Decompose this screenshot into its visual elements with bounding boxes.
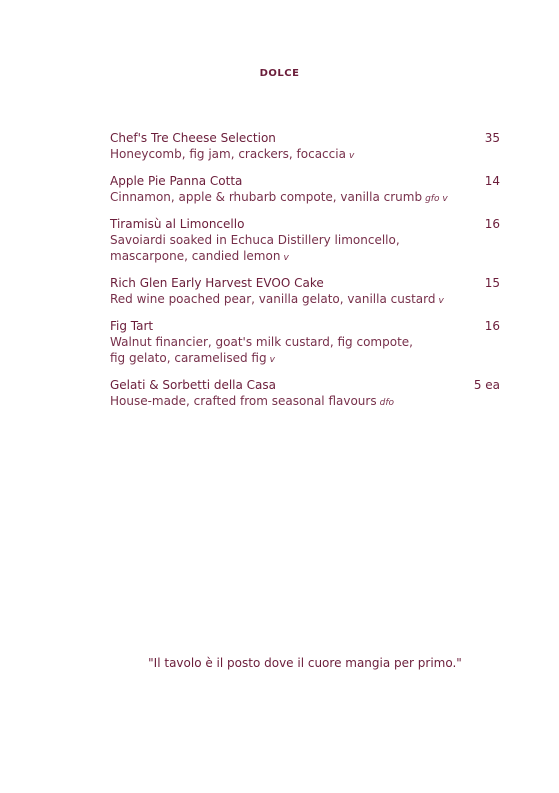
menu-item [110,173,500,207]
menu-item [110,130,500,164]
description-line: mascarpone, candied lemon v [110,249,289,263]
item-description [110,189,500,207]
dietary-tag: v [283,253,289,263]
item-name: Gelati & Sorbetti della Casa [110,378,277,392]
item-description [110,291,500,309]
menu-list [110,130,500,420]
description-line: Honeycomb, fig jam, crackers, focaccia v [110,147,355,161]
item-price: 35 [484,131,500,145]
menu-item [110,216,500,266]
item-name: Apple Pie Panna Cotta [110,174,243,188]
item-name: Chef's Tre Cheese Selection [110,131,276,145]
item-description [110,334,500,368]
item-name: Rich Glen Early Harvest EVOO Cake [110,276,324,290]
item-price: 15 [484,276,500,290]
item-name: Tiramisù al Limoncello [110,217,245,231]
footer-quote: "Il tavolo è il posto dove il cuore mangia per primo." [148,656,462,670]
description-line: Red wine poached pear, vanilla gelato, vanilla custard v [110,292,444,306]
item-description [110,393,500,411]
description-line: Cinnamon, apple & rhubarb compote, vanilla crumb gfo v [110,190,448,204]
menu-item [110,377,500,411]
dietary-tag: v [348,151,355,161]
description-line: House-made, crafted from seasonal flavours dfo [110,394,394,408]
item-description [110,232,500,266]
description-line: Savoiardi soaked in Echuca Distillery limoncello, [110,233,400,247]
description-line: fig gelato, caramelised fig v [110,351,275,365]
item-price: 14 [484,174,500,188]
dietary-tag: v [438,296,444,306]
item-price: 16 [484,319,500,333]
item-price: 5 ea [473,378,500,392]
item-description [110,146,500,164]
menu-item [110,275,500,309]
dietary-tag: v [269,355,275,365]
description-line: Walnut financier, goat's milk custard, fig compote, [110,335,413,349]
item-name: Fig Tart [110,319,154,333]
item-price: 16 [484,217,500,231]
dietary-tag: gfo v [425,194,448,204]
menu-item [110,318,500,368]
section-title: DOLCE [259,68,300,79]
dietary-tag: dfo [379,398,394,408]
